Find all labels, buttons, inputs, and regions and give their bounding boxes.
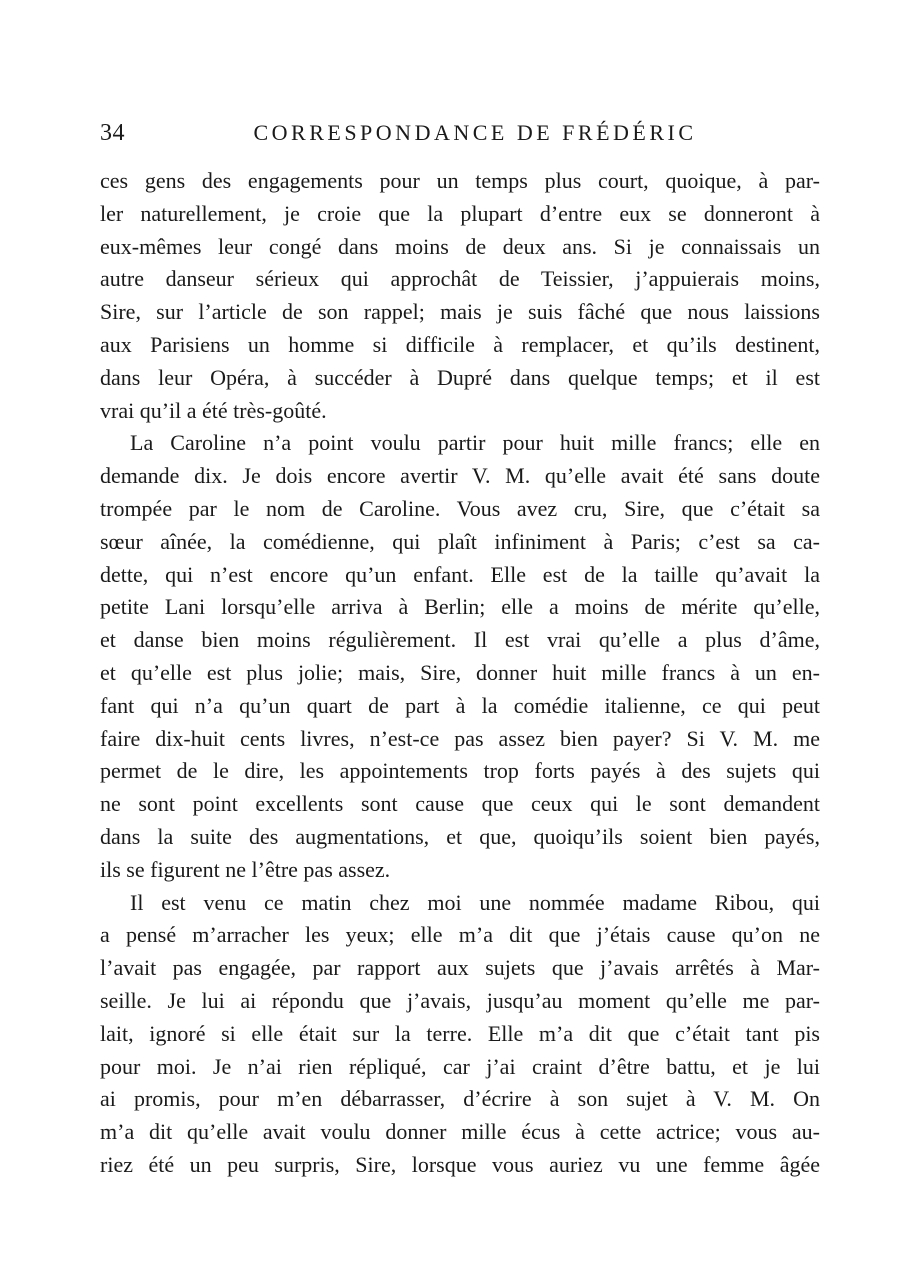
body-text [100, 165, 820, 1182]
text-line: m’a dit qu’elle avait voulu donner mille écus à cette actrice; vous au- [100, 1119, 820, 1145]
text-line: fant qui n’a qu’un quart de part à la comédie italienne, ce qui peut [100, 692, 820, 718]
text-line: sœur aînée, la comédienne, qui plaît infiniment à Paris; c’est sa ca- [100, 528, 820, 554]
text-line: riez été un peu surpris, Sire, lorsque vous auriez vu une femme âgée [100, 1151, 820, 1177]
text-line: a pensé m’arracher les yeux; elle m’a dit que j’étais cause qu’on ne [100, 922, 820, 948]
text-line: petite Lani lorsqu’elle arriva à Berlin; elle a moins de mérite qu’elle, [100, 594, 820, 620]
text-line: pour moi. Je n’ai rien répliqué, car j’ai craint d’être battu, et je lui [100, 1053, 820, 1079]
text-line: demande dix. Je dois encore avertir V. M. qu’elle avait été sans doute [100, 463, 820, 489]
text-line: trompée par le nom de Caroline. Vous avez cru, Sire, que c’était sa [100, 495, 820, 521]
text-line: seille. Je lui ai répondu que j’avais, jusqu’au moment qu’elle me par- [100, 987, 820, 1013]
text-line: ler naturellement, je croie que la plupart d’entre eux se donneront à [100, 200, 820, 226]
text-line: et danse bien moins régulièrement. Il est vrai qu’elle a plus d’âme, [100, 627, 820, 653]
text-line: l’avait pas engagée, par rapport aux sujets que j’avais arrêtés à Mar- [100, 955, 820, 981]
text-line: lait, ignoré si elle était sur la terre. Elle m’a dit que c’était tant pis [100, 1020, 820, 1046]
paragraph [100, 165, 820, 427]
running-title: CORRESPONDANCE DE FRÉDÉRIC [253, 120, 697, 145]
paragraph [100, 427, 820, 886]
text-line: ces gens des engagements pour un temps plus court, quoique, à par- [100, 168, 820, 193]
text-line: dans leur Opéra, à succéder à Dupré dans quelque temps; et il est [100, 364, 820, 390]
text-line: Il est venu ce matin chez moi une nommée madame Ribou, qui [130, 889, 820, 915]
running-head [100, 120, 820, 156]
paragraph [100, 887, 820, 1182]
text-line: La Caroline n’a point voulu partir pour huit mille francs; elle en [130, 430, 820, 456]
text-line: autre danseur sérieux qui approchât de Teissier, j’appuierais moins, [100, 266, 820, 292]
text-line: et qu’elle est plus jolie; mais, Sire, donner huit mille francs à un en- [100, 659, 820, 685]
text-line: permet de le dire, les appointements trop forts payés à des sujets qui [100, 758, 820, 784]
text-line: aux Parisiens un homme si difficile à remplacer, et qu’ils destinent, [100, 331, 820, 357]
text-line: Sire, sur l’article de son rappel; mais je suis fâché que nous laissions [100, 299, 820, 325]
text-line: eux-mêmes leur congé dans moins de deux ans. Si je connaissais un [100, 233, 820, 259]
text-line: faire dix-huit cents livres, n’est-ce pas assez bien payer? Si V. M. me [100, 725, 820, 751]
page-number: 34 [100, 120, 125, 146]
text-line: dans la suite des augmentations, et que, quoiqu’ils soient bien payés, [100, 823, 820, 849]
text-line: ils se figurent ne l’être pas assez. [100, 856, 391, 882]
text-line: dette, qui n’est encore qu’un enfant. Elle est de la taille qu’avait la [100, 561, 820, 587]
text-line: vrai qu’il a été très-goûté. [100, 397, 327, 423]
text-line: ai promis, pour m’en débarrasser, d’écrire à son sujet à V. M. On [100, 1086, 820, 1112]
text-line: ne sont point excellents sont cause que ceux qui le sont demandent [100, 791, 820, 817]
